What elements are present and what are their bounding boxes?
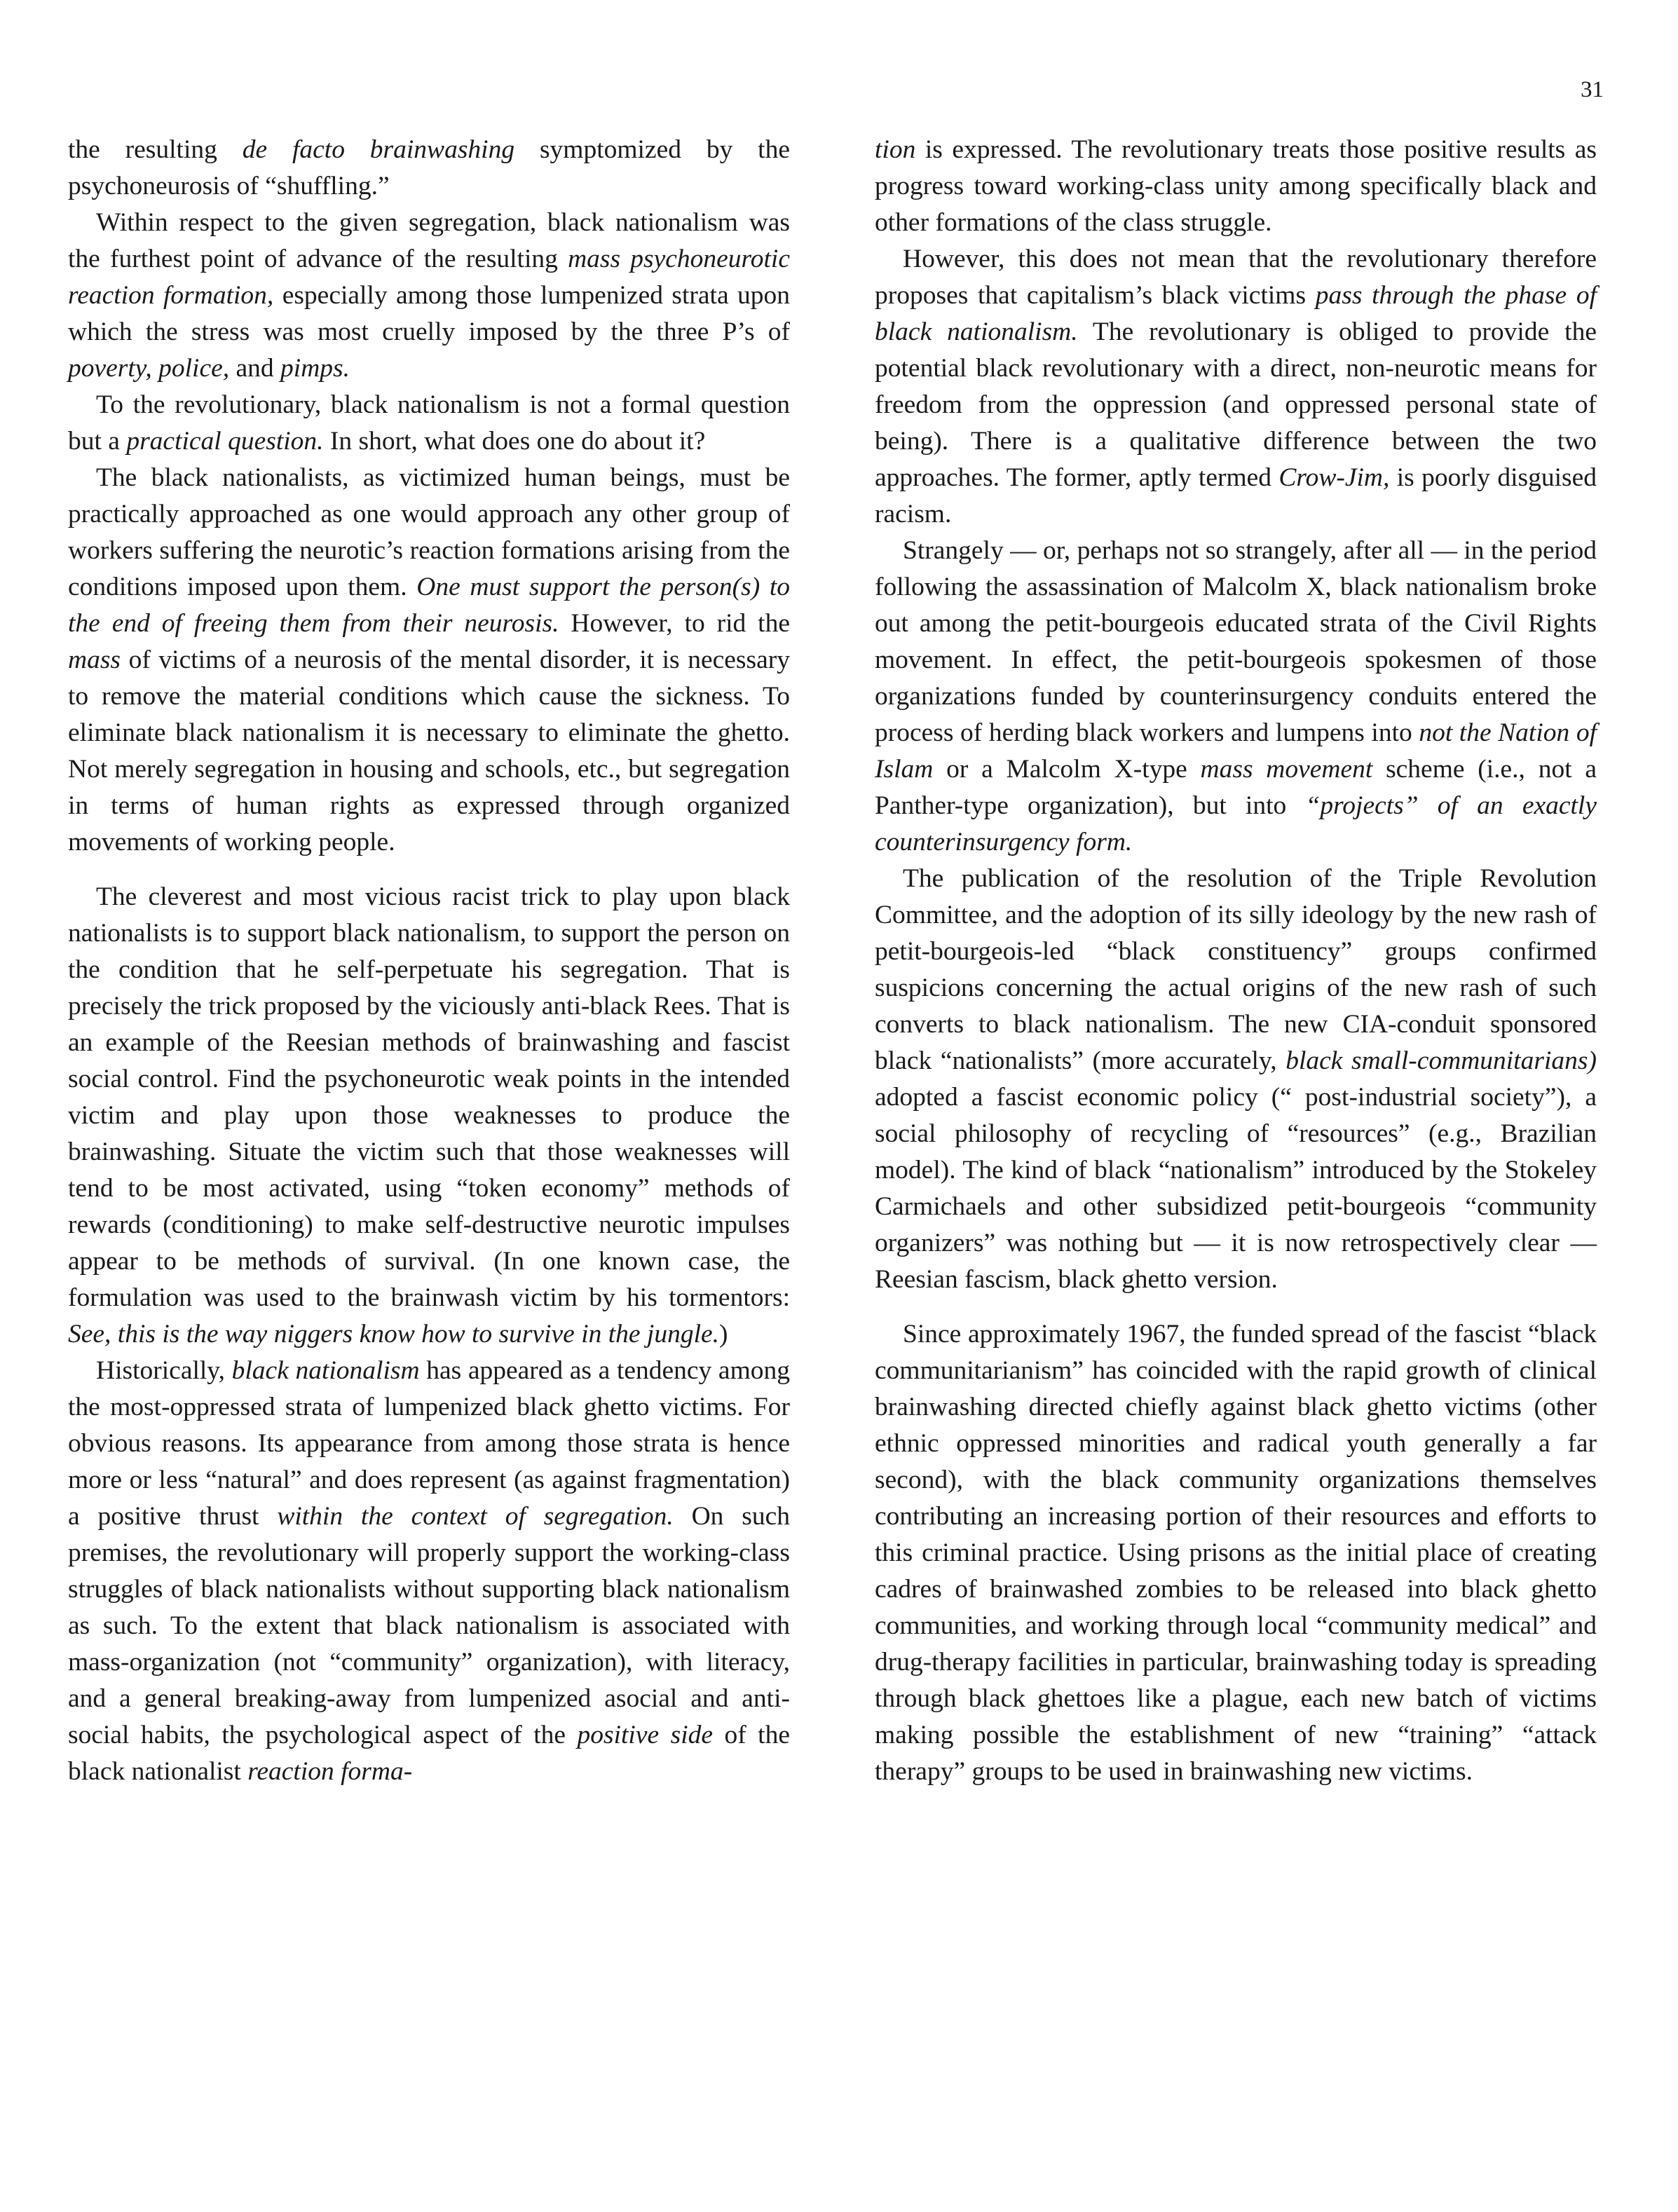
right-paragraph-4: The publication of the resolution of the Triple Revolution Committee, and the adoption of its silly ideology by the new rash of petit-bourgeois-led “black constituency” groups confirmed suspicions concerning the actual origins of the new rash of such converts to black nationalism. The new CIA-conduit sponsored black “nationalists” (more accurately, black small-communitarians) adopted a fascist economic policy (“ post-industrial society”), a social philosophy of recycling of “resources” (e.g., Brazilian model). The kind of black “nationalism” introduced by the Stokeley Carmichaels and other subsidized petit-bourgeois “community organizers” was nothing but — it is now retrospectively clear — Reesian fascism, black ghetto version. xyxy=(875,864,1597,1294)
right-paragraph-5: Since approximately 1967, the funded spread of the fascist “black communitarianism” has coincided with the rapid growth of clinical brainwashing directed chiefly against black ghetto victims (other ethnic oppressed minorities and radical youth generally a far second), with the black community organizations themselves contributing an increasing portion of their resources and efforts to this criminal practice. Using prisons as the initial place of creating cadres of brainwashed zombies to be released into black ghetto communities, and working through local “community medical” and drug-therapy facilities in particular, brainwashing today is spreading through black ghettoes like a plague, each new batch of victims making possible the establishment of new “training” “attack therapy” groups to be used in brainwashing new victims. xyxy=(875,1320,1597,1786)
page-number: 31 xyxy=(1581,77,1604,102)
right-column xyxy=(875,132,1597,1790)
right-paragraph-2: However, this does not mean that the revolutionary therefore proposes that capitalism’s black victims pass through the phase of black nationalism. The revolutionary is obliged to provide the potential black revolutionary with a direct, non-neurotic means for freedom from the oppression (and oppressed personal state of being). There is a qualitative difference between the two approaches. The former, aptly termed Crow-Jim, is poorly disguised racism. xyxy=(875,245,1597,528)
left-paragraph-3: To the revolutionary, black nationalism is not a formal question but a practical question. In short, what does one do about it? xyxy=(68,390,790,456)
right-paragraph-3: Strangely — or, perhaps not so strangely, after all — in the period following the assassination of Malcolm X, black nationalism broke out among the petit-bourgeois educated strata of the Civil Rights movement. In effect, the petit-bourgeois spokesmen of those organizations funded by counterinsurgency conduits entered the process of herding black workers and lumpens into not the Nation of Islam or a Malcolm X-type mass movement scheme (i.e., not a Panther-type organization), but into “projects” of an exactly counterinsurgency form. xyxy=(875,536,1597,856)
left-paragraph-4: The black nationalists, as victimized human beings, must be practically approached as one would approach any other group of workers suffering the neurotic’s reaction formations arising from the conditions imposed upon them. One must support the person(s) to the end of freeing them from their neurosis. However, to rid the mass of victims of a neurosis of the mental disorder, it is necessary to remove the material conditions which cause the sickness. To eliminate black nationalism it is necessary to eliminate the ghetto. Not merely segregation in housing and schools, etc., but segregation in terms of human rights as expressed through organized movements of working people. xyxy=(68,463,790,856)
left-paragraph-6: Historically, black nationalism has appeared as a tendency among the most-oppressed strata of lumpenized black ghetto victims. For obvious reasons. Its appearance from among those strata is hence more or less “natural” and does represent (as against fragmentation) a positive thrust within the context of segregation. On such premises, the revolutionary will properly support the working-class struggles of black nationalists without supporting black nationalism as such. To the extent that black nationalism is associated with mass-organization (not “community” organization), with literacy, and a general breaking-away from lumpenized asocial and anti-social habits, the psychological aspect of the positive side of the black nationalist reaction forma- xyxy=(68,1356,790,1786)
left-paragraph-2: Within respect to the given segregation, black nationalism was the furthest point of advance of the resulting mass psychoneurotic reaction formation, especially among those lumpenized strata upon which the stress was most cruelly imposed by the three P’s of poverty, police, and pimps. xyxy=(68,208,791,383)
left-paragraph-1: the resulting de facto brainwashing symptomized by the psychoneurosis of “shuffling.” xyxy=(68,135,790,200)
right-paragraph-1: tion is expressed. The revolutionary treats those positive results as progress toward working-class unity among specifically black and other formations of the class struggle. xyxy=(875,135,1597,237)
left-column xyxy=(68,132,790,1790)
left-paragraph-5: The cleverest and most vicious racist trick to play upon black nationalists is to support black nationalism, to support the person on the condition that he self-perpetuate his segregation. That is precisely the trick proposed by the viciously anti-black Rees. That is an example of the Reesian methods of brainwashing and fascist social control. Find the psychoneurotic weak points in the intended victim and play upon those weaknesses to produce the brainwashing. Situate the victim such that those weaknesses will tend to be most activated, using “token economy” methods of rewards (conditioning) to make self-destructive neurotic impulses appear to be methods of survival. (In one known case, the formulation was used to the brainwash victim by his tormentors: See, this is the way niggers know how to survive in the jungle.) xyxy=(68,882,790,1349)
